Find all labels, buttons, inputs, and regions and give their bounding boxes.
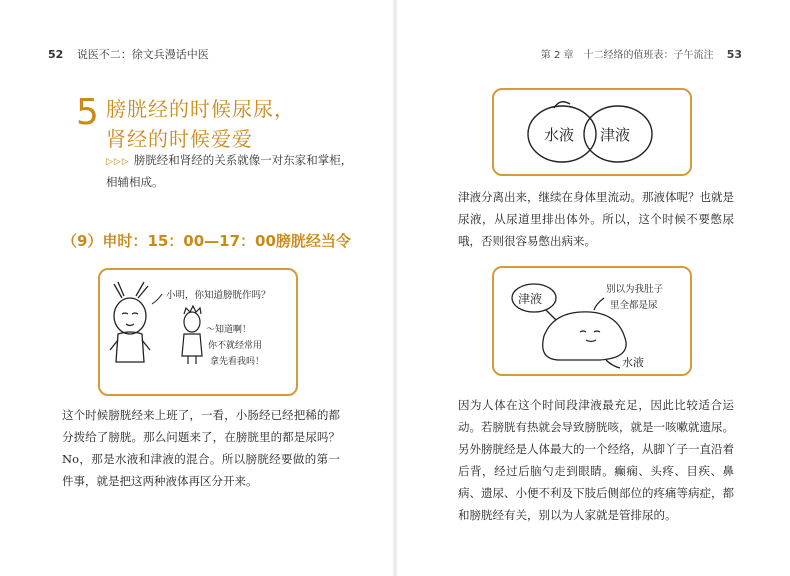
- left-page-number: 52: [48, 48, 64, 61]
- right-body-paragraph-1: 津液分离出来，继续在身体里流动。那液体呢？也就是尿液，从尿道里排出体外。所以，这个时候不要憋尿哦，否则很容易憋出病来。: [458, 190, 734, 248]
- circle-label-fluid: 津液: [600, 126, 631, 144]
- left-running-header: [48, 46, 209, 62]
- section-title: [106, 94, 295, 154]
- left-body-paragraph: 这个时候膀胱经来上班了，一看，小肠经已经把稀的都分拨给了膀胱。那么问题来了，在膀胱里的都是尿吗？No，那是水液和津液的混合。所以膀胱经要做的第一件事，就是把这两种液体再区分开来。: [62, 408, 340, 488]
- section-title-line1: 膀胱经的时候尿尿，: [106, 97, 295, 121]
- comic-drawing-two-circles: [494, 90, 690, 174]
- rabbit-character-icon: [110, 282, 150, 362]
- book-title: 说医不二：徐文兵漫话中医: [76, 48, 209, 61]
- boy-character-icon: [182, 306, 202, 364]
- bladder-bottom-label: 水液: [622, 356, 644, 369]
- bladder-speech-line2: 里全都是尿: [610, 300, 658, 311]
- right-running-header: [541, 46, 742, 61]
- chapter-header: 第 2 章 十二经络的值班表：子午流注: [540, 50, 714, 61]
- right-body-paragraph-2: 因为人体在这个时间段津液最充足，因此比较适合运动。若膀胱有热就会导致膀胱咳，就是一咳嗽就遗尿。另外膀胱经是人体最大的一个经络，从脚丫子一直沿着后背，经过后脑勺走到眼睛。癫痫、头疼、目疾、鼻病、遗尿、小便不利及下肢后侧部位的疼痛等病症，都和膀胱经有关，别以为人家就是管排尿的。: [458, 398, 734, 522]
- bladder-speech-line1: 别以为我肚子: [606, 284, 664, 295]
- comic-frame-bladder-character: [492, 266, 692, 376]
- triangle-bullets-icon: ▷▷▷: [106, 157, 130, 167]
- section-tagline: [106, 150, 356, 192]
- comic-frame-bladder-question: [98, 268, 298, 396]
- comic-reply-line1: ～知道啊！: [206, 325, 252, 335]
- time-subheading: （9）申时：15：00—17：00膀胱经当令: [62, 232, 351, 250]
- comic-drawing-boy-and-rabbit: [100, 270, 296, 394]
- bubble-label-fluid: 津液: [518, 292, 543, 306]
- comic-frame-fluid-circles: [492, 88, 692, 176]
- comic-drawing-bladder: [494, 268, 690, 374]
- comic-reply-line2: 你不就经常用: [208, 341, 263, 351]
- comic-speech-question: 小明，你知道膀胱作吗？: [166, 290, 271, 301]
- tagline-text: 膀胱经和肾经的关系就像一对东家和掌柜，相辅相成。: [106, 153, 353, 189]
- section-number: 5: [76, 92, 99, 133]
- right-page-number: 53: [726, 48, 742, 61]
- comic-reply-line3: 拿先看我吗！: [210, 357, 265, 367]
- circle-label-water: 水液: [544, 126, 575, 144]
- section-title-line2: 肾经的时候爱爱: [106, 127, 253, 151]
